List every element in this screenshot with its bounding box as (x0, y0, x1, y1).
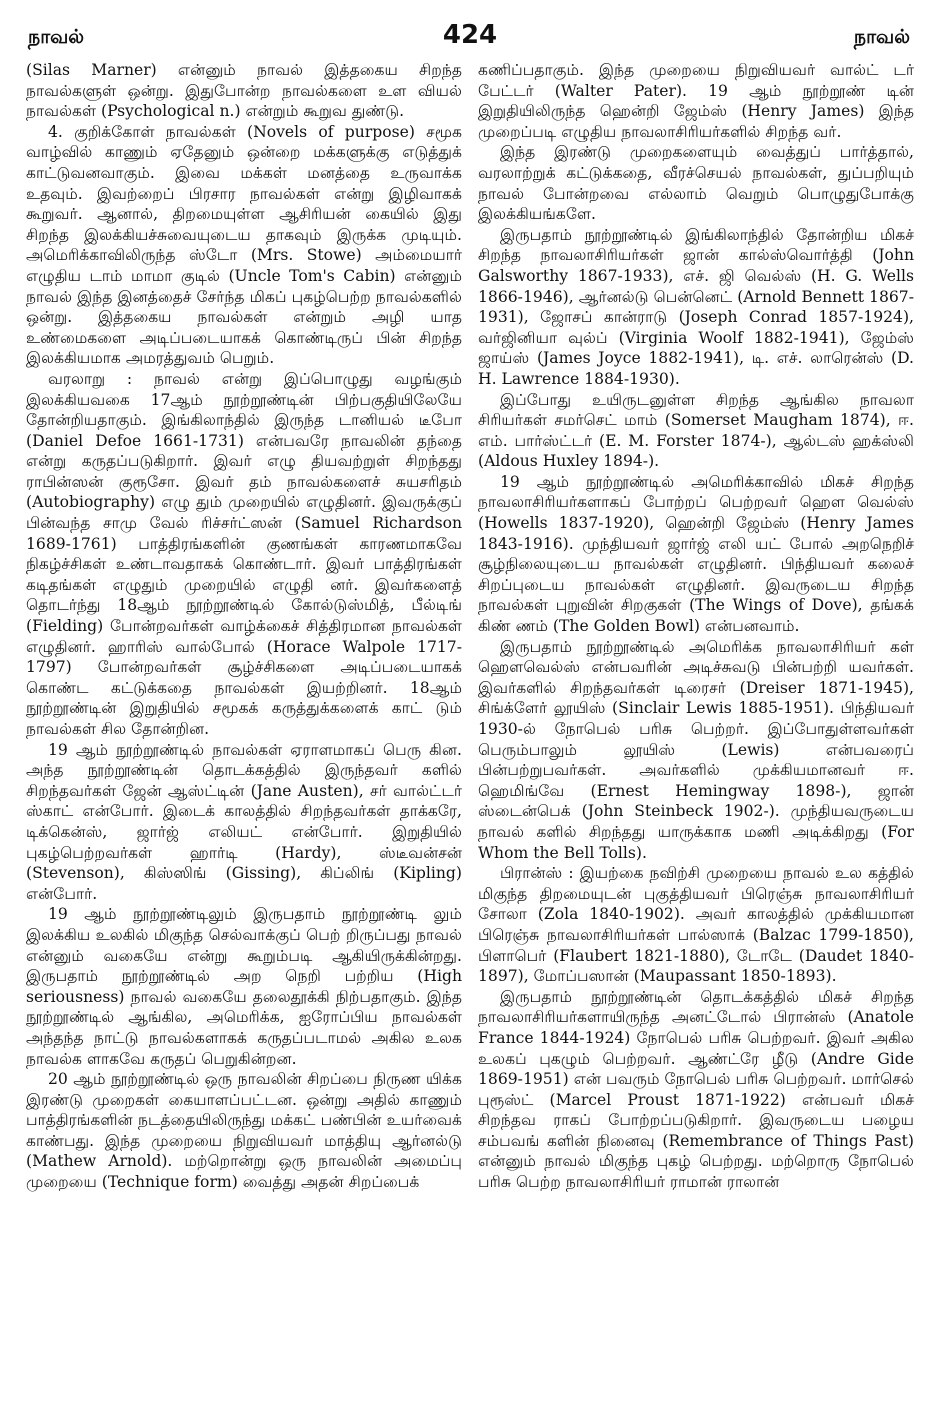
paragraph: இருபதாம் நூற்றூண்டின் தொடக்கத்தில் மிகச் சிறந்த நாவலாசிரியர்களாயிருந்த அனட்டோல் பிரான்ஸ் (Anatole France 1844-1924) நோபெல் பரிசு பெற்றவர். இவர் அகில உலகப் புகழும் பெற்றவர். ஆண்ட்ரே ழீடு (Andre Gide 1869-1951) என் பவரும் நோபெல் பரிசு பெற்றவர். மார்செல் புரூஸ்ட் (Marcel Proust 1871-1922) என்பவர் மிகச் சிறந்தவ ராகப் போற்றப்படுகிறார். இவருடைய பழைய சம்பவங் களின் நினைவு (Remembrance of Things Past) என்னும் நாவல் மிகுந்த புகழ் பெற்றது. மற்றொரு நோபெல் பரிசு பெற்ற நாவலாசிரியர் ராமான் ராலான் (478, 987, 914, 1192)
paragraph: இருபதாம் நூற்றூண்டில் இங்கிலாந்தில் தோன்றிய மிகச் சிறந்த நாவலாசிரியர்கள் ஜான் கால்ஸ்வொர்த்தி (John Galsworthy 1867-1933), எச். ஜி வெல்ஸ் (H. G. Wells 1866-1946), ஆர்னல்டு பென்னெட் (Arnold Bennett 1867-1931), ஜோசப் கான்ராடு (Joseph Conrad 1857-1924), வர்ஜினியா வுல்ப் (Virginia Woolf 1882-1941), ஜேம்ஸ் ஜாய்ஸ் (James Joyce 1882-1941), டி. எச். லாரென்ஸ் (D. H. Lawrence 1884-1930). (478, 225, 914, 388)
left-column (26, 60, 462, 1193)
paragraph: கணிப்பதாகும். இந்த முறையை நிறுவியவர் வால்ட் டர் பேட்டர் (Walter Pater). 19 ஆம் நூற்றூண் டின் இறுதியிலிருந்த ஹென்றி ஜேம்ஸ் (Henry James) இந்த முறைப்படி எழுதிய நாவலாசிரியர்களில் சிறந்த வர். (478, 61, 914, 141)
page-header (26, 18, 914, 60)
paragraph: இப்போது உயிருடனுள்ள சிறந்த ஆங்கில நாவலா சிரியர்கள் சமர்செட் மாம் (Somerset Maugham 1874), ஈ. எம். பார்ஸ்ட்டர் (E. M. Forster 1874-), ஆல்டஸ் ஹக்ஸ்லி (Aldous Huxley 1894-). (478, 390, 914, 471)
paragraph: இருபதாம் நூற்றூண்டில் அமெரிக்க நாவலாசிரியர் கள் ஹௌவெல்ஸ் என்பவரின் அடிச்சுவடு பின்பற்றி யவர்கள். இவர்களில் சிறந்தவர்கள் டிரைசர் (Dreiser 1871-1945), சிங்க்ளேர் லூயிஸ் (Sinclair Lewis 1885-1951). பிந்தியவர் 1930-ல் நோபெல் பரிசு பெற்றர். இப்போதுள்ளவர்கள் பெரும்பாலும் லூயிஸ் (Lewis) என்பவரைப் பின்பற்றுபவர்கள். அவர்களில் முக்கியமானவர் ஈ. ஹெமிங்வே (Ernest Hemingway 1898-), ஜான் ஸ்டைன்பெக் (John Steinbeck 1902-). முந்தியவருடைய நாவல் களில் சிறந்தது யாருக்காக மணி அடிக்கிறது (For Whom the Bell Tolls). (478, 637, 914, 862)
right-column (478, 60, 914, 1193)
page-number: 424 (442, 20, 498, 50)
paragraph: 19 ஆம் நூற்றூண்டில் அமெரிக்காவில் மிகச் சிறந்த நாவலாசிரியர்களாகப் போற்றப் பெற்றவர் ஹௌ வெல்ஸ் (Howells 1837-1920), ஹென்றி ஜேம்ஸ் (Henry James 1843-1916). முந்தியவர் ஜார்ஜ் எலி யட் போல் அறநெறிச் சூழ்நிலையுடைய நாவல்கள் எழுதினர். பிந்தியவர் கலைச் சிறப்புடைய நாவல்கள் எழுதினர். இவருடைய சிறந்த நாவல்கள் புறுவின் சிறகுகள் (The Wings of Dove), தங்கக் கிண் ணம் (The Golden Bowl) என்பனவாம். (478, 472, 914, 636)
paragraph: 19 ஆம் நூற்றூண்டிலும் இருபதாம் நூற்றூண்டி லும் இலக்கிய உலகில் மிகுந்த செல்வாக்குப் பெற் றிருப்பது நாவல் என்னும் வகையே என்று கூறும்படி ஆகியிருக்கின்றது. இருபதாம் நூற்றூண்டில் அற நெறி பற்றிய (High seriousness) நாவல் வகையே தலைதூக்கி நிற்பதாகும். இந்த நூற்றூண்டில் ஆங்கில, அமெரிக்க, ஐரோப்பிய நாவல்கள் அந்தந்த நாட்டு நாவல்களாகக் கருதப்படாமல் அகில உலக நாவல்க ளாகவே கருதப் பெறுகின்றன. (26, 905, 462, 1068)
paragraph: இந்த இரண்டு முறைகளையும் வைத்துப் பார்த்தால், வரலாற்றுக் கட்டுக்கதை, வீரச்செயல் நாவல்கள், துப்பறியும் நாவல் போன்றவை எல்லாம் வெறும் பொழுதுபோக்கு இலக்கியங்களே. (478, 143, 914, 224)
paragraph: (Silas Marner) என்னும் நாவல் இத்தகைய சிறந்த நாவல்களுள் ஒன்று. இதுபோன்ற நாவல்களை உள வியல் நாவல்கள் (Psychological n.) என்றும் கூறுவ துண்டு. (26, 61, 462, 121)
text-columns (26, 60, 914, 1193)
paragraph: 4. குறிக்கோள் நாவல்கள் (Novels of purpose) சமூக வாழ்வில் காணும் ஏதேனும் ஒன்றை மக்களுக்கு எடுத்துக் காட்டுவனவாகும். இவை மக்கள் மனத்தை உருவாக்க உதவும். இவற்றைப் பிரசார நாவல்கள் என்று இழிவாகக் கூறுவர். ஆனால், திறமையுள்ள ஆசிரியன் கையில் இது சிறந்த இலக்கியச்சுவையுடைய தாகவும் இருக்க முடியும். அமெரிக்காவிலிருந்த ஸ்டோ (Mrs. Stowe) அம்மையார் எழுதிய டாம் மாமா குடில் (Uncle Tom's Cabin) என்னும் நாவல் இந்த இனத்தைச் சேர்ந்த மிகப் புகழ்பெற்ற நாவல்களில் ஒன்று. இத்தகைய நாவல்கள் என்றும் அழி யாத உண்மைகளை அடிப்படையாகக் கொண்டிருப் பின் சிறந்த இலக்கியமாக அமரத்துவம் பெறும். (26, 122, 462, 368)
paragraph: பிரான்ஸ் : இயற்கை நவிற்சி முறையை நாவல் உல கத்தில் மிகுந்த திறமையுடன் புகுத்தியவர் பிரெஞ்சு நாவலாசிரியர் சோலா (Zola 1840-1902). அவர் காலத்தில் முக்கியமான பிரெஞ்சு நாவலாசிரியர்கள் பால்ஸாக் (Balzac 1799-1850), பிளாபெர் (Flaubert 1821-1880), டோடே (Daudet 1840-1897), மோப்பஸான் (Maupassant 1850-1893). (478, 864, 914, 986)
paragraph: வரலாறு : நாவல் என்று இப்பொழுது வழங்கும் இலக்கியவகை 17ஆம் நூற்றூண்டின் பிற்பகுதியிலேயே தோன்றியதாகும். இங்கிலாந்தில் இருந்த டானியல் டீபோ (Daniel Defoe 1661-1731) என்பவரே நாவலின் தந்தை என்று கருதப்படுகிறார். இவர் எழு தியவற்றுள் சிறந்தது ராபின்ஸன் குரூசோ. இவர் தம் நாவல்களைச் சுயசரிதம் (Autobiography) எழு தும் முறையில் எழுதினர். இவருக்குப் பின்வந்த சாமு வேல் ரிச்சர்ட்ஸன் (Samuel Richardson 1689-1761) பாத்திரங்களின் குணங்கள் காரணமாகவே நிகழ்ச்சிகள் உண்டாவதாகக் கொண்டார். இவர் பாத்திரங்கள் கடிதங்கள் எழுதும் முறையில் எழுதி னர். இவர்களைத் தொடர்ந்து 18ஆம் நூற்றூண்டில் கோல்டுஸ்மித், பீல்டிங் (Fielding) போன்றவர்கள் வாழ்க்கைச் சித்திரமான நாவல்கள் எழுதினர். ஹாரிஸ் வால்போல் (Horace Walpole 1717-1797) போன்றவர்கள் சூழ்ச்சிகளை அடிப்படையாகக் கொண்ட கட்டுக்கதை நாவல்கள் இயற்றினர். 18ஆம் நூற்றூண்டின் இறுதியில் சமூகக் கருத்துக்களைக் காட் டும் நாவல்கள் சில தோன்றின. (26, 369, 462, 738)
paragraph: 19 ஆம் நூற்றூண்டில் நாவல்கள் ஏராளமாகப் பெரு கின. அந்த நூற்றூண்டின் தொடக்கத்தில் இருந்தவர் களில் சிறந்தவர்கள் ஜேன் ஆஸ்ட்டின் (Jane Austen), சர் வால்ட்டர் ஸ்காட் என்போர். இடைக் காலத்தில் சிறந்தவர்கள் தாக்கரே, டிக்கென்ஸ், ஜார்ஜ் எலியட் என்போர். இறுதியில் புகழ்பெற்றவர்கள் ஹார்டி (Hardy), ஸ்டீவன்சன் (Stevenson), கிஸ்ஸிங் (Gissing), கிப்லிங் (Kipling) என்போர். (26, 740, 462, 903)
paragraph: 20 ஆம் நூற்றூண்டில் ஒரு நாவலின் சிறப்பை நிருண யிக்க இரண்டு முறைகள் கையாளப்பட்டன. ஒன்று அதில் காணும் பாத்திரங்களின் நடத்தையிலிருந்து மக்கட் பண்பின் உயர்வைக் காண்பது. இந்த முறையை நிறுவியவர் மாத்தியு ஆர்னல்டு (Mathew Arnold). மற்றொன்று ஒரு நாவலின் அமைப்பு முறையை (Technique form) வைத்து அதன் சிறப்பைக் (26, 1070, 462, 1192)
header-left-word: நாவல் (28, 26, 85, 48)
header-right-word: நாவல் (853, 26, 910, 48)
